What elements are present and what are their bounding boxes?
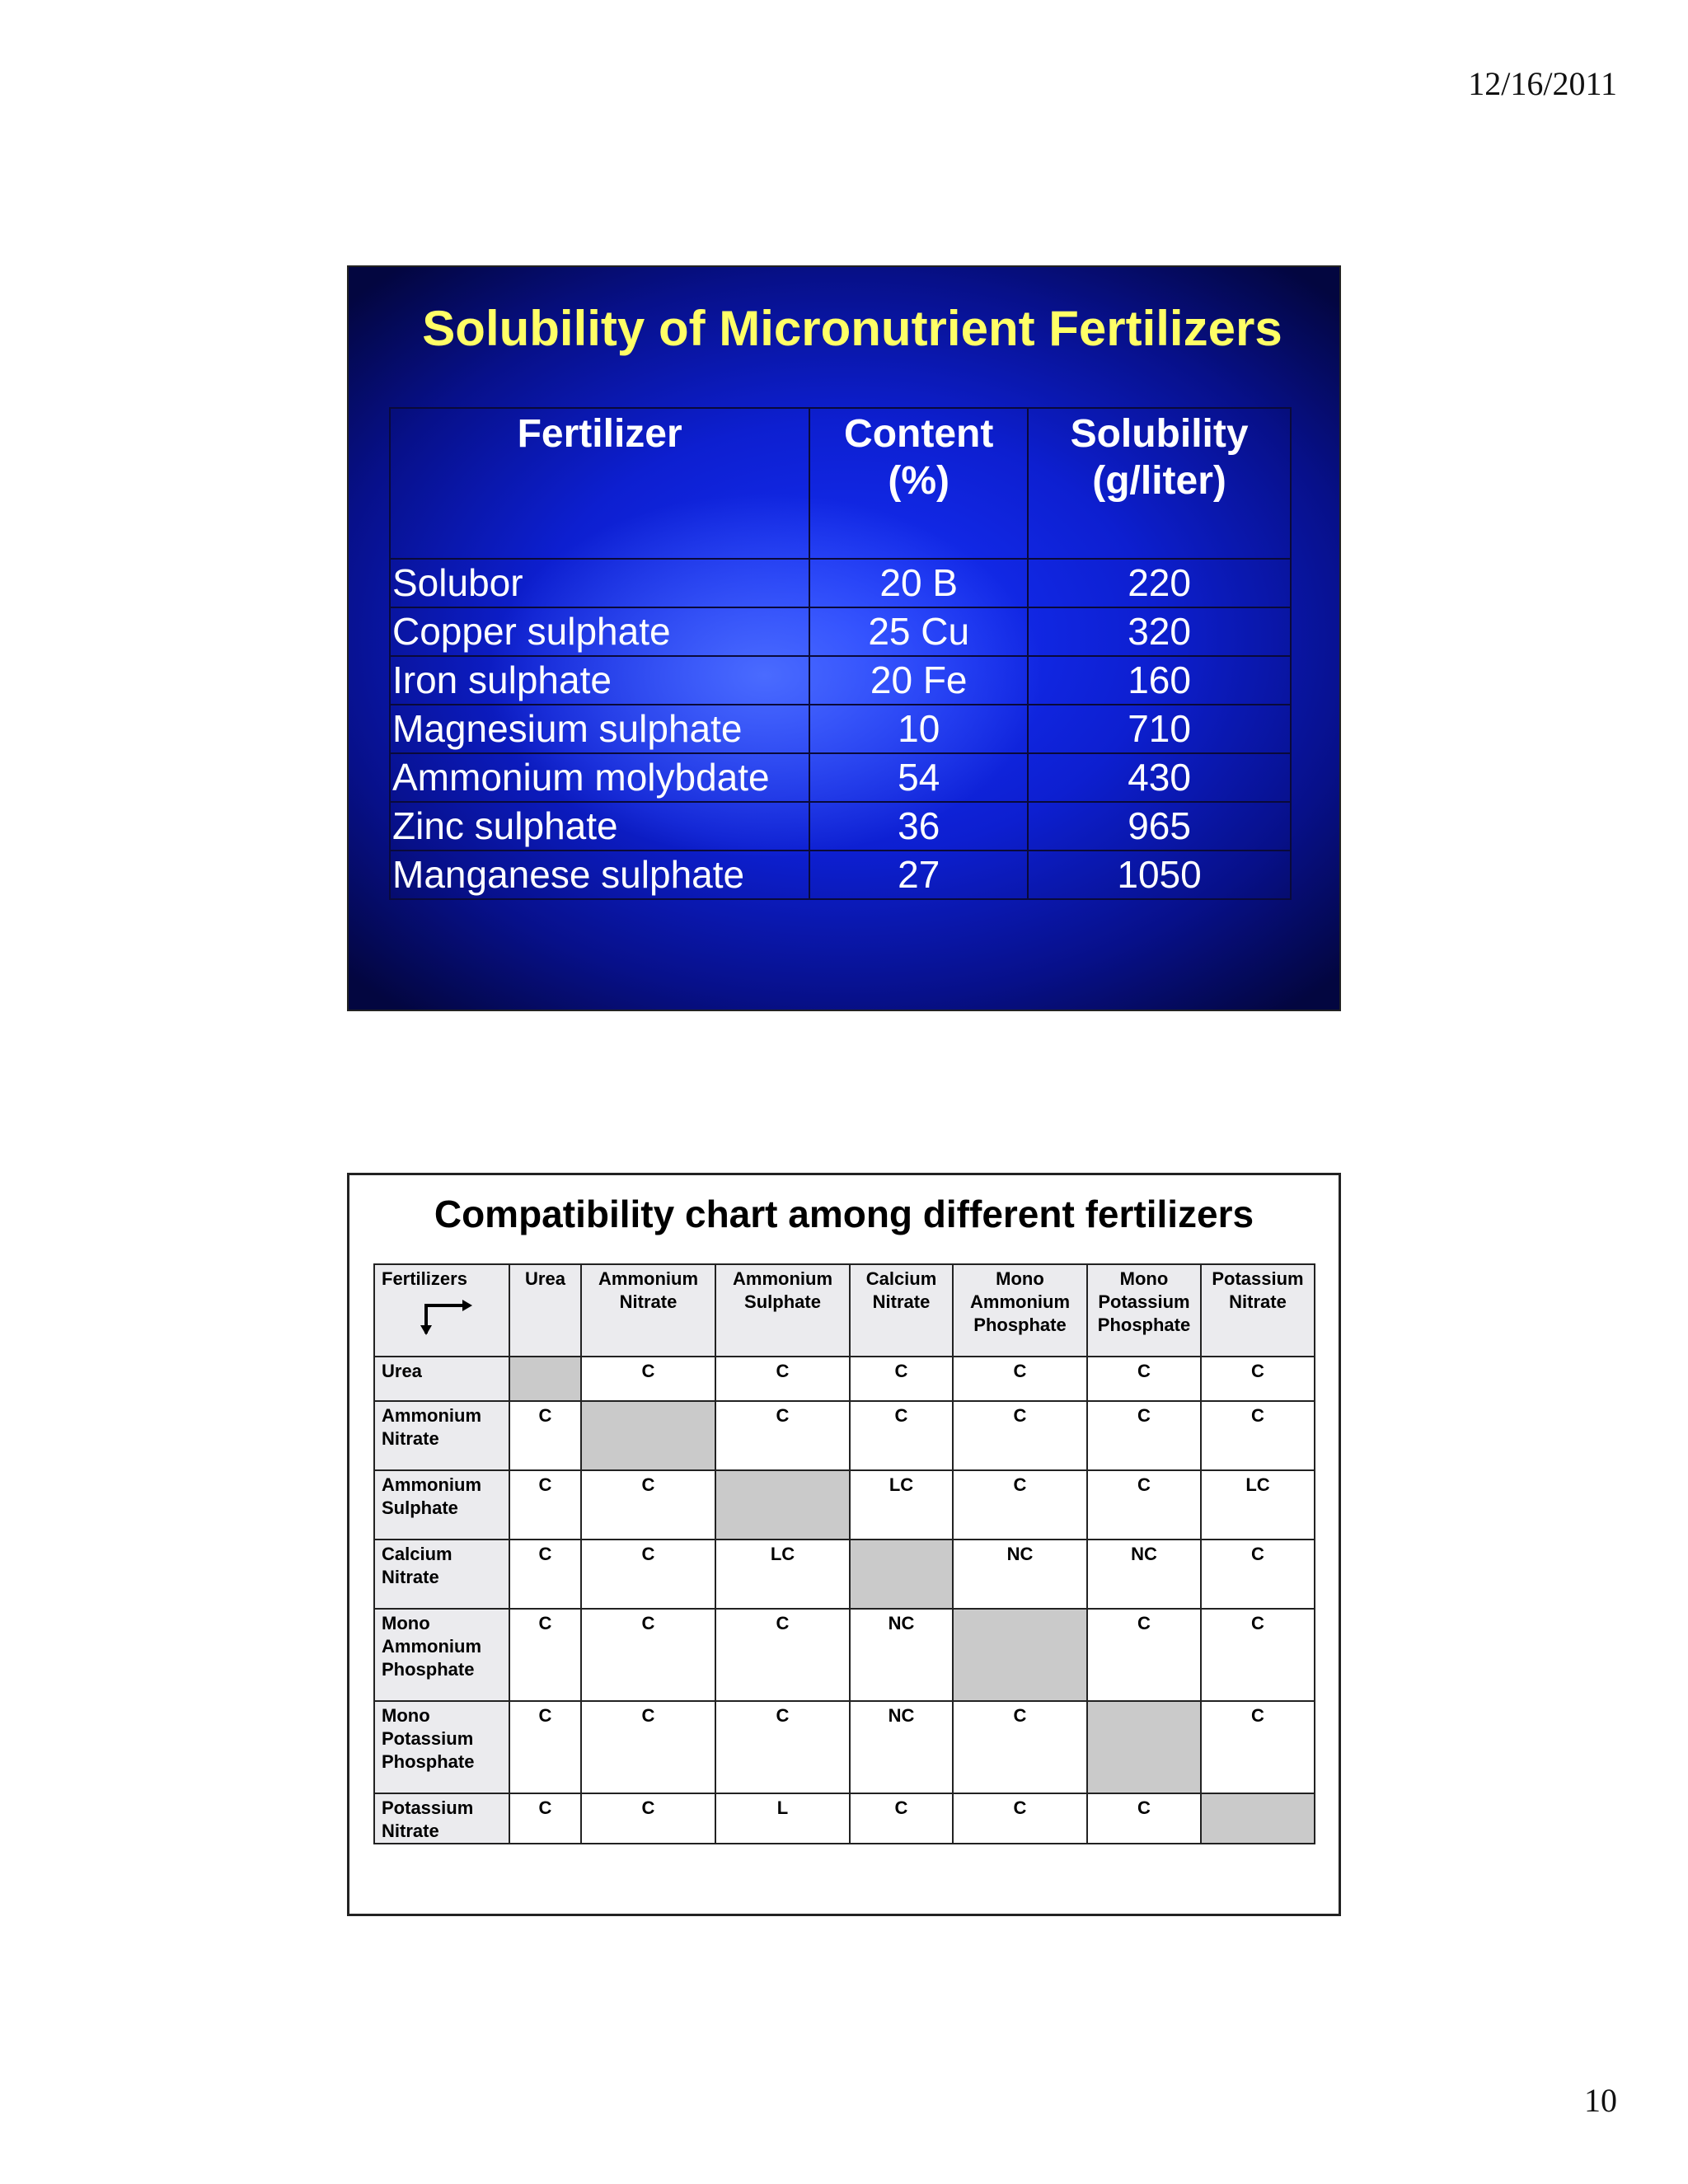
solubility-value-cell: 160 — [1028, 656, 1291, 705]
solubility-row — [390, 802, 1291, 851]
compat-cell: C — [1087, 1793, 1201, 1844]
compat-cell: C — [1201, 1609, 1315, 1701]
content-cell: 27 — [809, 851, 1028, 899]
compat-cell: C — [581, 1701, 715, 1793]
compat-cell: NC — [850, 1609, 953, 1701]
fertilizer-name-cell: Magnesium sulphate — [390, 705, 809, 753]
page-number: 10 — [1584, 2082, 1617, 2119]
fertilizer-name-cell: Copper sulphate — [390, 607, 809, 656]
compat-cell: C — [1201, 1401, 1315, 1470]
compatibility-table — [373, 1263, 1315, 1844]
compat-row-header: Potassium Nitrate — [374, 1793, 509, 1844]
compat-cell: NC — [953, 1540, 1087, 1609]
fertilizer-name-cell: Manganese sulphate — [390, 851, 809, 899]
compat-row-header: Mono Potassium Phosphate — [374, 1701, 509, 1793]
compat-cell: C — [953, 1793, 1087, 1844]
fertilizer-name-cell: Ammonium molybdate — [390, 753, 809, 802]
solubility-row — [390, 656, 1291, 705]
solubility-value-cell: 220 — [1028, 559, 1291, 607]
col-header-calcium-nitrate: Calcium Nitrate — [850, 1264, 953, 1357]
solubility-slide — [347, 265, 1341, 1011]
compat-cell: C — [581, 1470, 715, 1540]
compat-row-header: Calcium Nitrate — [374, 1540, 509, 1609]
compat-row-header: Ammonium Sulphate — [374, 1470, 509, 1540]
compat-cell: C — [953, 1470, 1087, 1540]
compat-cell: C — [715, 1701, 850, 1793]
compat-cell: C — [509, 1701, 581, 1793]
compat-cell: C — [715, 1401, 850, 1470]
compat-cell: C — [581, 1357, 715, 1401]
compatibility-title: Compatibility chart among different fertilizers — [434, 1193, 1254, 1235]
compat-cell: NC — [850, 1701, 953, 1793]
compat-cell: C — [581, 1793, 715, 1844]
compat-cell: C — [1087, 1357, 1201, 1401]
compat-row — [374, 1609, 1315, 1701]
compat-cell: C — [850, 1357, 953, 1401]
col-header-ammonium-sulphate: Ammonium Sulphate — [715, 1264, 850, 1357]
col-header-urea: Urea — [509, 1264, 581, 1357]
compat-cell: C — [953, 1401, 1087, 1470]
compat-cell: C — [1087, 1401, 1201, 1470]
solubility-row — [390, 753, 1291, 802]
compat-cell: LC — [715, 1540, 850, 1609]
compat-row — [374, 1357, 1315, 1401]
col-header-fertilizer: Fertilizer — [390, 408, 809, 559]
corner-label: Fertilizers — [382, 1268, 467, 1289]
col-header-solubility: Solubility (g/liter) — [1028, 408, 1291, 559]
compatibility-slide — [347, 1173, 1341, 1916]
compat-cell: C — [850, 1793, 953, 1844]
compat-diagonal-cell — [850, 1540, 953, 1609]
compat-row-header: Urea — [374, 1357, 509, 1401]
compat-cell: C — [509, 1401, 581, 1470]
solubility-value-cell: 430 — [1028, 753, 1291, 802]
compat-diagonal-cell — [715, 1470, 850, 1540]
col-header-content: Content (%) — [809, 408, 1028, 559]
solubility-value-cell: 710 — [1028, 705, 1291, 753]
compat-cell: C — [1087, 1609, 1201, 1701]
compat-row — [374, 1470, 1315, 1540]
compat-cell: LC — [850, 1470, 953, 1540]
compat-diagonal-cell — [1087, 1701, 1201, 1793]
content-cell: 36 — [809, 802, 1028, 851]
solubility-value-cell: 320 — [1028, 607, 1291, 656]
col-header-mono-potassium-phosphate: Mono Potassium Phosphate — [1087, 1264, 1201, 1357]
compat-diagonal-cell — [581, 1401, 715, 1470]
compat-cell: C — [509, 1470, 581, 1540]
compat-cell: C — [715, 1357, 850, 1401]
compat-cell: C — [715, 1609, 850, 1701]
solubility-header-row — [390, 408, 1291, 559]
compat-cell: C — [581, 1540, 715, 1609]
compat-row — [374, 1540, 1315, 1609]
compat-cell: LC — [1201, 1470, 1315, 1540]
slide-date: 12/16/2011 — [1468, 65, 1617, 102]
compat-diagonal-cell — [509, 1357, 581, 1401]
solubility-value-cell: 1050 — [1028, 851, 1291, 899]
content-cell: 54 — [809, 753, 1028, 802]
fertilizer-name-cell: Iron sulphate — [390, 656, 809, 705]
compat-cell: C — [509, 1540, 581, 1609]
solubility-row — [390, 607, 1291, 656]
compat-diagonal-cell — [953, 1609, 1087, 1701]
compat-cell: L — [715, 1793, 850, 1844]
solubility-row — [390, 559, 1291, 607]
compat-row — [374, 1701, 1315, 1793]
content-cell: 25 Cu — [809, 607, 1028, 656]
compat-cell: C — [509, 1609, 581, 1701]
compat-cell: C — [953, 1357, 1087, 1401]
col-header-ammonium-nitrate: Ammonium Nitrate — [581, 1264, 715, 1357]
solubility-row — [390, 705, 1291, 753]
col-header-mono-ammonium-phosphate: Mono Ammonium Phosphate — [953, 1264, 1087, 1357]
compat-cell: C — [850, 1401, 953, 1470]
solubility-table — [389, 407, 1292, 900]
compat-diagonal-cell — [1201, 1793, 1315, 1844]
compat-cell: C — [1201, 1357, 1315, 1401]
compat-cell: C — [1201, 1540, 1315, 1609]
content-cell: 20 B — [809, 559, 1028, 607]
compat-row — [374, 1793, 1315, 1844]
content-cell: 20 Fe — [809, 656, 1028, 705]
compat-row — [374, 1401, 1315, 1470]
fertilizer-name-cell: Solubor — [390, 559, 809, 607]
solubility-row — [390, 851, 1291, 899]
fertilizer-name-cell: Zinc sulphate — [390, 802, 809, 851]
compat-cell: NC — [1087, 1540, 1201, 1609]
compat-cell: C — [581, 1609, 715, 1701]
compat-cell: C — [953, 1701, 1087, 1793]
solubility-title: Solubility of Micronutrient Fertilizers — [422, 301, 1282, 356]
compat-cell: C — [1201, 1701, 1315, 1793]
col-header-potassium-nitrate: Potassium Nitrate — [1201, 1264, 1315, 1357]
corner-arrow-icon — [416, 1297, 474, 1337]
compat-cell: C — [1087, 1470, 1201, 1540]
content-cell: 10 — [809, 705, 1028, 753]
corner-cell — [374, 1264, 509, 1357]
compat-header-row — [374, 1264, 1315, 1357]
solubility-value-cell: 965 — [1028, 802, 1291, 851]
compat-cell: C — [509, 1793, 581, 1844]
compat-row-header: Ammonium Nitrate — [374, 1401, 509, 1470]
compat-row-header: Mono Ammonium Phosphate — [374, 1609, 509, 1701]
